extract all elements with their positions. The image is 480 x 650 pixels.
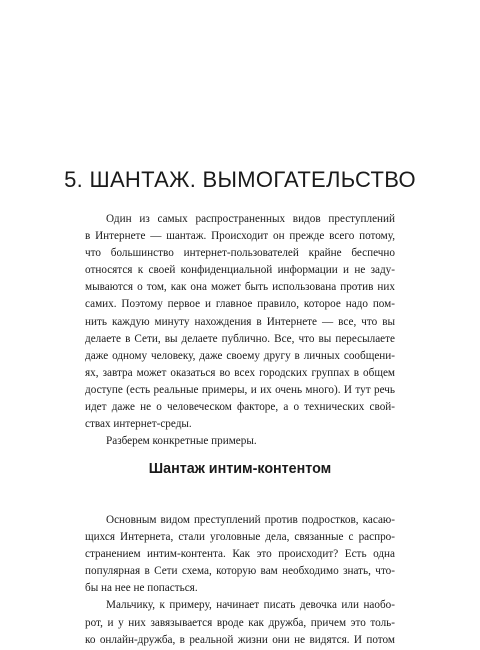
chapter-title: 5. ШАНТАЖ. ВЫМОГАТЕЛЬСТВО xyxy=(64,167,416,192)
text-line: ствах интернет-среды. xyxy=(85,418,192,431)
paragraph xyxy=(85,433,395,450)
text-line: нить каждую минуту нахождения в Интернете — все, что вы xyxy=(85,315,395,328)
text-line: мываются о том, как она может быть использована против них xyxy=(85,281,395,294)
paragraph xyxy=(85,597,395,648)
text-line: самих. Поэтому первое и главное правило, которое надо пом- xyxy=(85,298,395,311)
text-line: Мальчику, к примеру, начинает писать девочка или наобо- xyxy=(106,599,395,612)
text-line: ко онлайн-дружба, в реальной жизни они не видятся. И потом xyxy=(85,633,395,646)
text-line: даже одному человеку, даже своему другу в личных сообщени- xyxy=(85,349,395,362)
text-line: Основным видом преступлений против подростков, касаю- xyxy=(106,514,395,526)
text-line: ях, завтра может оказаться во всех городских группах в общем xyxy=(85,366,395,379)
chapter-body xyxy=(85,211,395,450)
text-line: щихся Интернета, стали уголовные дела, связанные с распро- xyxy=(85,531,395,544)
section-heading: Шантаж интим-контентом xyxy=(148,461,332,477)
text-line: идет даже не о человеческом факторе, а о технических свой- xyxy=(85,401,395,414)
paragraph xyxy=(85,211,395,433)
text-line: рот, и у них завязывается вроде как дружба, причем это толь- xyxy=(85,616,395,629)
text-line: доступе (есть реальные примеры, и их очень много). И тут речь xyxy=(85,383,395,396)
text-line: популярная в Сети схема, которую вам необходимо знать, что- xyxy=(85,565,395,578)
paragraph xyxy=(85,512,395,597)
text-line: что большинство интернет-пользователей крайне беспечно xyxy=(85,247,395,260)
text-line: странением интим-контента. Как это происходит? Есть одна xyxy=(85,548,395,561)
text-line: относятся к своей конфиденциальной информации и не заду- xyxy=(85,264,395,277)
section-body xyxy=(85,512,395,649)
text-line: делаете в Сети, вы делаете публично. Все, что вы пересылаете xyxy=(85,332,395,345)
text-line: в Интернете — шантаж. Происходит он прежде всего потому, xyxy=(85,230,395,243)
text-line: Один из самых распространенных видов преступлений xyxy=(106,213,395,225)
text-line: бы на нее не попасться. xyxy=(85,582,198,595)
text-line: Разберем конкретные примеры. xyxy=(106,435,257,448)
